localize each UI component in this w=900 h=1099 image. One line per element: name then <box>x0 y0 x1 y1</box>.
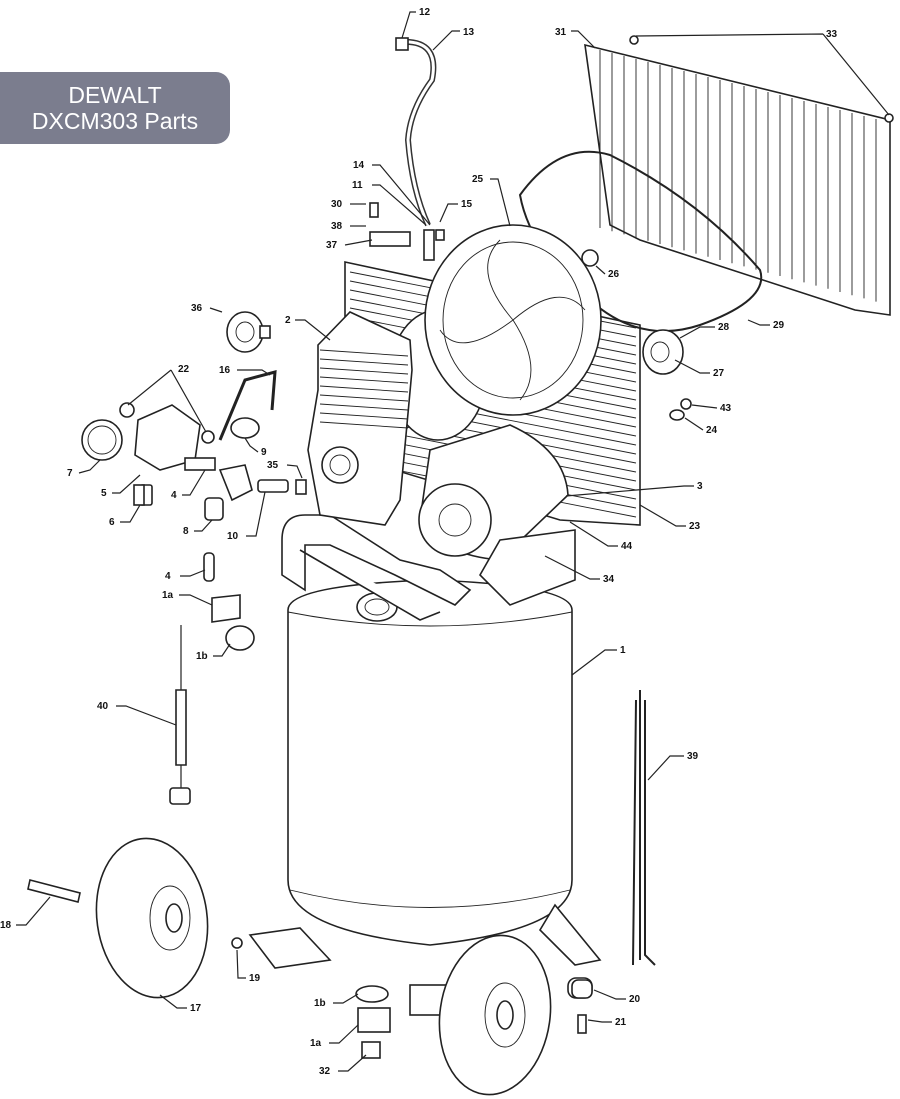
callout-6: 6 <box>109 517 115 528</box>
callout-23: 23 <box>689 521 701 532</box>
callout-43: 43 <box>720 403 732 414</box>
back-grille <box>585 45 890 315</box>
callout-19: 19 <box>249 973 261 984</box>
callout-39: 39 <box>687 751 699 762</box>
callout-8: 8 <box>183 526 189 537</box>
callout-5: 5 <box>101 488 107 499</box>
callout-13: 13 <box>463 27 475 38</box>
callout-30: 30 <box>331 199 343 210</box>
callout-25: 25 <box>472 174 484 185</box>
tank <box>288 580 572 945</box>
axle <box>28 880 80 902</box>
callout-16: 16 <box>219 365 231 376</box>
callout-27: 27 <box>713 368 725 379</box>
callout-18: 18 <box>0 920 12 931</box>
pump <box>308 312 412 525</box>
callout-10: 10 <box>227 531 239 542</box>
callout-3: 3 <box>697 481 703 492</box>
callout-21: 21 <box>615 1017 627 1028</box>
pulley <box>643 330 683 374</box>
callout-37: 37 <box>326 240 338 251</box>
callout-22: 22 <box>178 364 190 375</box>
callout-4-lower: 4 <box>165 571 171 582</box>
callout-20: 20 <box>629 994 641 1005</box>
callout-1a-bottom: 1a <box>310 1038 322 1049</box>
wheel-left <box>86 831 217 1005</box>
air-filter <box>227 312 270 352</box>
callout-38: 38 <box>331 221 343 232</box>
callout-11: 11 <box>352 180 363 191</box>
callout-34: 34 <box>603 574 615 585</box>
callout-12: 12 <box>419 7 431 18</box>
callout-1: 1 <box>620 645 626 656</box>
callout-31: 31 <box>555 27 567 38</box>
title-badge <box>0 72 230 144</box>
callout-2: 2 <box>285 315 291 326</box>
model-title: DXCM303 Parts <box>31 108 199 134</box>
callout-32: 32 <box>319 1066 331 1077</box>
callout-17: 17 <box>190 1003 202 1014</box>
brand-title: DEWALT <box>68 82 162 108</box>
callout-28: 28 <box>718 322 730 333</box>
callout-4-upper: 4 <box>171 490 177 501</box>
callout-1a-top: 1a <box>162 590 174 601</box>
callout-26: 26 <box>608 269 620 280</box>
callout-24: 24 <box>706 425 718 436</box>
callout-40: 40 <box>97 701 109 712</box>
callout-1b-bottom: 1b <box>314 998 326 1009</box>
power-cord <box>170 625 190 804</box>
callout-33: 33 <box>826 29 838 40</box>
wire-harness <box>633 690 655 965</box>
callout-9: 9 <box>261 447 267 458</box>
callout-14: 14 <box>353 160 365 171</box>
callout-35: 35 <box>267 460 279 471</box>
callout-29: 29 <box>773 320 785 331</box>
callout-7: 7 <box>67 468 73 479</box>
callout-15: 15 <box>461 199 473 210</box>
callout-1b-top: 1b <box>196 651 208 662</box>
flywheel-fan <box>425 225 601 415</box>
wheel-right <box>429 928 560 1099</box>
callout-36: 36 <box>191 303 203 314</box>
callout-44: 44 <box>621 541 633 552</box>
